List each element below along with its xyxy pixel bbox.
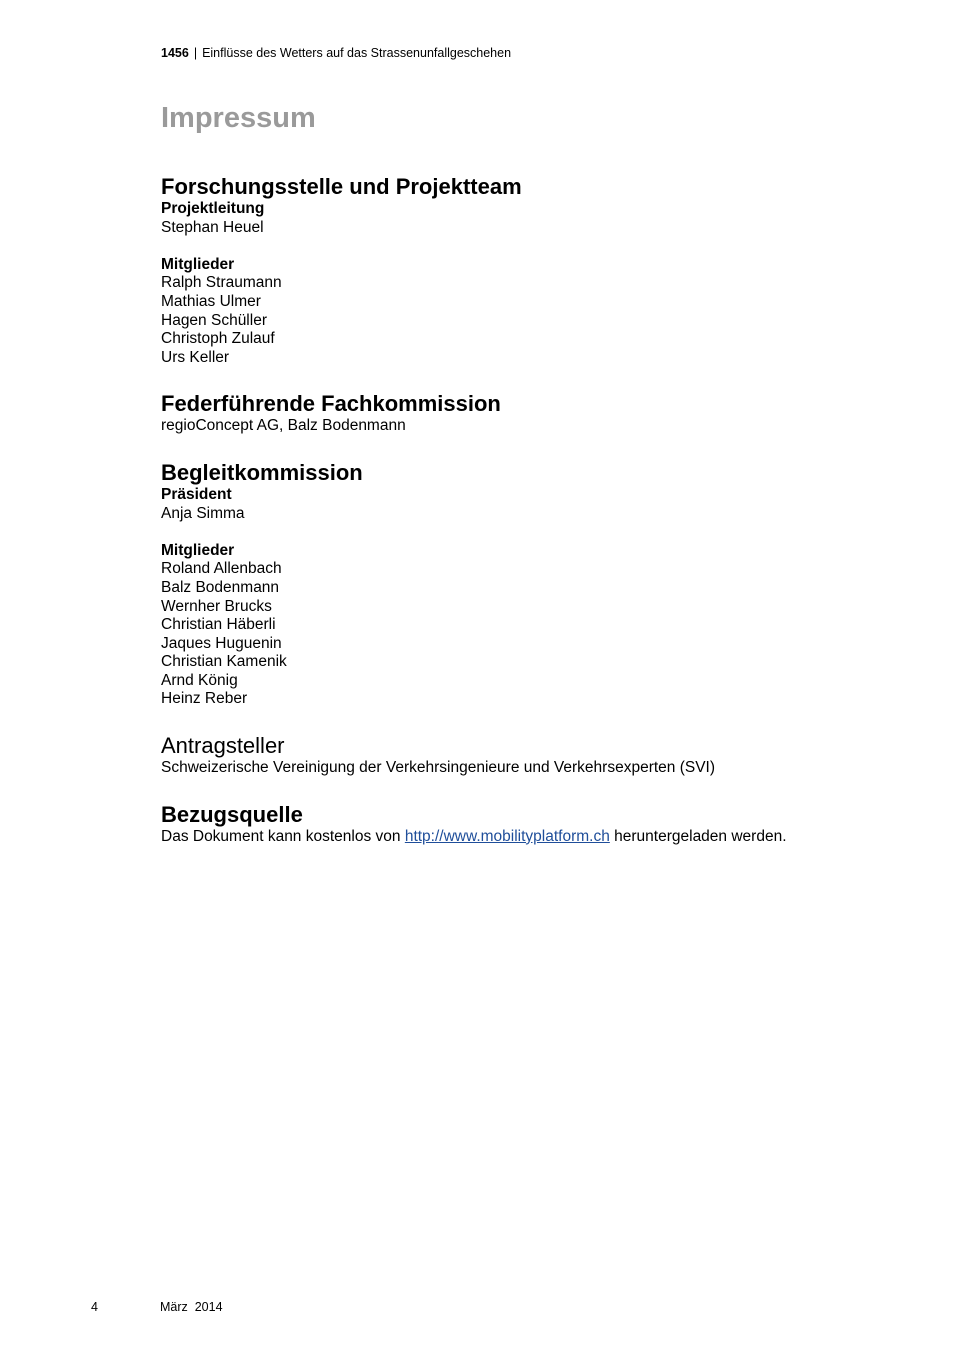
lead-commission-heading: Federführende Fachkommission (161, 391, 501, 417)
advisory-member-name: Roland Allenbach (161, 560, 282, 578)
applicant-heading: Antragsteller (161, 733, 285, 759)
impressum-content (161, 173, 921, 846)
advisory-member-name: Christian Häberli (161, 616, 276, 634)
project-lead-list (161, 219, 921, 238)
advisory-member-name: Wernher Brucks (161, 597, 272, 615)
research-member-name: Hagen Schüller (161, 311, 267, 329)
source-text (161, 828, 921, 847)
source-text-before: Das Dokument kann kostenlos von (161, 827, 405, 845)
section-research-team (161, 173, 921, 367)
section-advisory-commission (161, 459, 921, 709)
research-member-name: Christoph Zulauf (161, 330, 275, 348)
advisory-member-name: Balz Bodenmann (161, 578, 280, 596)
research-member-name: Urs Keller (161, 348, 230, 366)
research-team-heading: Forschungsstelle und Projektteam (161, 174, 522, 199)
research-member-name: Ralph Straumann (161, 274, 282, 292)
page-title: Impressum (161, 102, 316, 134)
research-members-label: Mitglieder (161, 255, 235, 273)
source-text-after: heruntergeladen werden. (609, 827, 787, 845)
project-lead-label: Projektleitung (161, 200, 265, 217)
section-source (161, 801, 921, 847)
section-applicant (161, 732, 921, 778)
advisory-member-name: Christian Kamenik (161, 653, 287, 671)
page-number: 4 (91, 1300, 98, 1314)
president-list (161, 505, 921, 524)
applicant-text: Schweizerische Vereinigung der Verkehrsingenieure und Verkehrsexperten (SVI) (161, 759, 716, 777)
project-lead-name: Stephan Heuel (161, 218, 264, 236)
advisory-member-name: Heinz Reber (161, 690, 248, 708)
advisory-members-label: Mitglieder (161, 541, 235, 559)
research-members-list (161, 274, 921, 367)
president-label: Präsident (161, 485, 232, 503)
header-separator: | (193, 46, 198, 60)
advisory-commission-heading: Begleitkommission (161, 459, 363, 485)
report-title: Einflüsse des Wetters auf das Strassenunfallgeschehen (202, 46, 512, 60)
president-name: Anja Simma (161, 504, 245, 522)
advisory-member-name: Arnd König (161, 671, 238, 689)
advisory-member-name: Jaques Huguenin (161, 634, 282, 652)
running-header (161, 45, 511, 61)
mobilityplatform-link[interactable]: http://www.mobilityplatform.ch (404, 827, 610, 845)
lead-commission-text: regioConcept AG, Balz Bodenmann (161, 417, 406, 435)
research-member-name: Mathias Ulmer (161, 292, 261, 310)
source-heading: Bezugsquelle (161, 801, 303, 827)
report-number: 1456 (161, 46, 189, 60)
section-lead-commission (161, 390, 921, 436)
advisory-members-list (161, 560, 921, 709)
footer-date: März 2014 (160, 1300, 223, 1314)
